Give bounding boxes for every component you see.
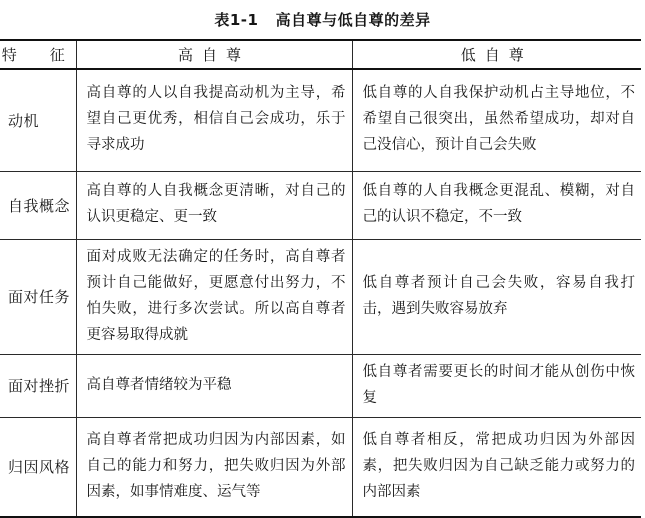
high-self-esteem-cell: 高自尊者情绪较为平稳 xyxy=(76,354,352,417)
high-self-esteem-cell: 高自尊的人自我概念更清晰，对自己的认识更稳定、更一致 xyxy=(76,171,352,239)
table-row-facing-tasks xyxy=(0,239,641,354)
row-dimension-label: 面对任务 xyxy=(0,239,76,354)
low-self-esteem-cell: 低自尊的人自我保护动机占主导地位，不希望自己很突出，虽然希望成功，却对自己没信心，预计自己会失败 xyxy=(352,69,641,171)
low-self-esteem-cell: 低自尊者需要更长的时间才能从创伤中恢复 xyxy=(352,354,641,417)
low-self-esteem-cell: 低自尊的人自我概念更混乱、模糊，对自己的认识不稳定，不一致 xyxy=(352,171,641,239)
row-dimension-label: 面对挫折 xyxy=(0,354,76,417)
row-dimension-label: 自我概念 xyxy=(0,171,76,239)
header-low-self-esteem: 低自尊 xyxy=(352,40,641,69)
low-self-esteem-cell: 低自尊者预计自己会失败，容易自我打击，遇到失败容易放弃 xyxy=(352,239,641,354)
low-self-esteem-cell: 低自尊者相反，常把成功归因为外部因素，把失败归因为自己缺乏能力或努力的内部因素 xyxy=(352,417,641,517)
comparison-table xyxy=(0,39,641,518)
row-dimension-label: 动机 xyxy=(0,69,76,171)
row-dimension-label: 归因风格 xyxy=(0,417,76,517)
high-self-esteem-cell: 高自尊者常把成功归因为内部因素，如自己的能力和努力，把失败归因为外部因素，如事情难度、运气等 xyxy=(76,417,352,517)
high-self-esteem-cell: 高自尊的人以自我提高动机为主导，希望自己更优秀，相信自己会成功，乐于寻求成功 xyxy=(76,69,352,171)
table-row-motivation xyxy=(0,69,641,171)
table-row-self-concept xyxy=(0,171,641,239)
table-row-facing-setbacks xyxy=(0,354,641,417)
table-row-attribution-style xyxy=(0,417,641,517)
table-title: 表1-1 高自尊与低自尊的差异 xyxy=(214,11,431,29)
high-self-esteem-cell: 面对成败无法确定的任务时，高自尊者预计自己能做好，更愿意付出努力，不怕失败，进行多次尝试。所以高自尊者更容易取得成就 xyxy=(76,239,352,354)
header-feature: 特 征 xyxy=(0,40,76,69)
header-high-self-esteem: 高自尊 xyxy=(76,40,352,69)
table-header-row xyxy=(0,40,641,69)
